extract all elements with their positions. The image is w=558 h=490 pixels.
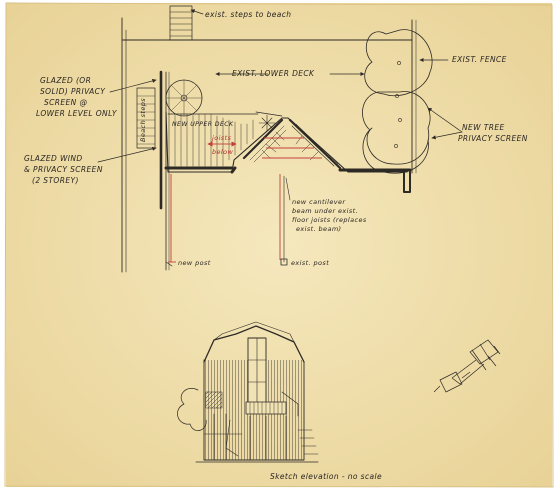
- label-exist-post: exist. post: [291, 259, 330, 267]
- label-new-tree-1: NEW TREE: [462, 123, 505, 132]
- label-exist-fence: EXIST. FENCE: [452, 55, 507, 64]
- label-steps-to-beach: exist. steps to beach: [205, 10, 292, 19]
- label-glazed-screen-2: SOLID) PRIVACY: [40, 87, 106, 96]
- label-new-upper-deck: NEW UPPER DECK: [172, 121, 234, 128]
- label-cantilever-4: exist. beam): [296, 225, 342, 233]
- label-wind-screen-1: GLAZED WIND: [24, 154, 83, 163]
- label-cantilever-2: beam under exist.: [292, 207, 359, 215]
- label-cantilever-3: floor joists (replaces: [292, 216, 367, 224]
- label-joists: joists: [212, 134, 232, 142]
- label-glazed-screen-4: LOWER LEVEL ONLY: [36, 109, 117, 118]
- label-exist-lower-deck: EXIST. LOWER DECK: [232, 69, 315, 78]
- label-glazed-screen-1: GLAZED (OR: [40, 76, 92, 85]
- label-glazed-screen-3: SCREEN @: [44, 98, 88, 107]
- label-wind-screen-2: & PRIVACY SCREEN: [24, 165, 103, 174]
- label-elevation-caption: Sketch elevation - no scale: [270, 472, 382, 481]
- label-wind-screen-3: (2 STOREY): [32, 176, 79, 185]
- label-cantilever-1: new cantilever: [292, 198, 346, 206]
- label-new-tree-2: PRIVACY SCREEN: [458, 134, 528, 143]
- label-beach-steps: Beach steps: [139, 97, 147, 142]
- label-new-post: new post: [178, 259, 211, 267]
- label-below: below: [212, 148, 234, 156]
